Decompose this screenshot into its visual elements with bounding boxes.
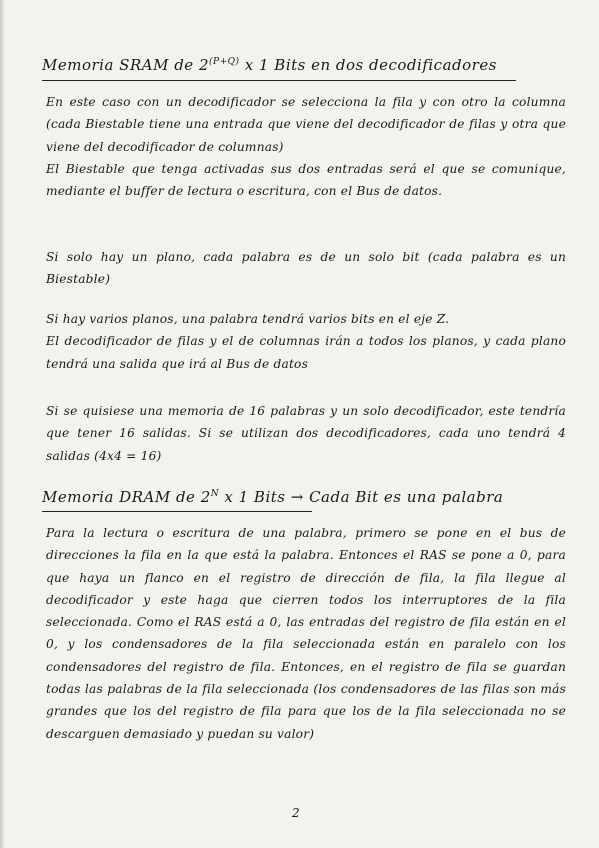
heading-prefix: Memoria SRAM de 2	[42, 56, 209, 74]
paragraph: En este caso con un decodificador se selecciona la fila y con otro la columna (cada Biestable tiene una entrada que viene del decodificador de filas y otra que viene del decodificador de columnas) El Biestable que tenga activadas sus dos entradas será el que se comunique, mediante el buffer de lectura o escritura, con el Bus de datos.	[46, 95, 566, 199]
page-margin-shadow	[0, 0, 5, 848]
section-heading-sram	[42, 56, 497, 74]
paragraph: Si se quisiese una memoria de 16 palabras y un solo decodificador, este tendría que tener 16 salidas. Si se utilizan dos decodificadores, cada uno tendrá 4 salidas (4x4 = 16)	[46, 404, 566, 463]
page-number: 2	[292, 806, 300, 820]
paragraph: Para la lectura o escritura de una palabra, primero se pone en el bus de direcciones la fila en la que está la palabra. Entonces el RAS se pone a 0, para que haya un flanco en el registro de dirección de fila, la fila llegue al decodificador y este haga que cierren todos los interruptores de la fila seleccionada. Como el RAS está a 0, las entradas del registro de fila están en el 0, y los condensadores de la fila seleccionada están en paralelo con los condensadores del registro de fila. Entonces, en el registro de fila se guardan todas las palabras de la fila seleccionada (los condensadores de las filas son más grandes que los del registro de fila para que los de la fila seleccionada no se descarguen demasiado y puedan su valor)	[46, 526, 566, 741]
paragraph: Si solo hay un plano, cada palabra es de un solo bit (cada palabra es un Biestable)	[46, 250, 566, 287]
heading-underline	[42, 80, 516, 81]
heading-exponent: (P+Q)	[209, 57, 240, 67]
heading-underline	[42, 511, 312, 512]
paragraph: Si hay varios planos, una palabra tendrá varios bits en el eje Z. El decodificador de filas y el de columnas irán a todos los planos, y cada plano tendrá una salida que irá al Bus de datos	[46, 312, 566, 371]
heading-suffix: x 1 Bits → Cada Bit es una palabra	[219, 488, 504, 506]
heading-suffix: x 1 Bits en dos decodificadores	[239, 56, 497, 74]
heading-prefix: Memoria DRAM de 2	[42, 488, 211, 506]
heading-exponent: N	[210, 489, 220, 499]
section-heading-dram	[42, 488, 503, 506]
